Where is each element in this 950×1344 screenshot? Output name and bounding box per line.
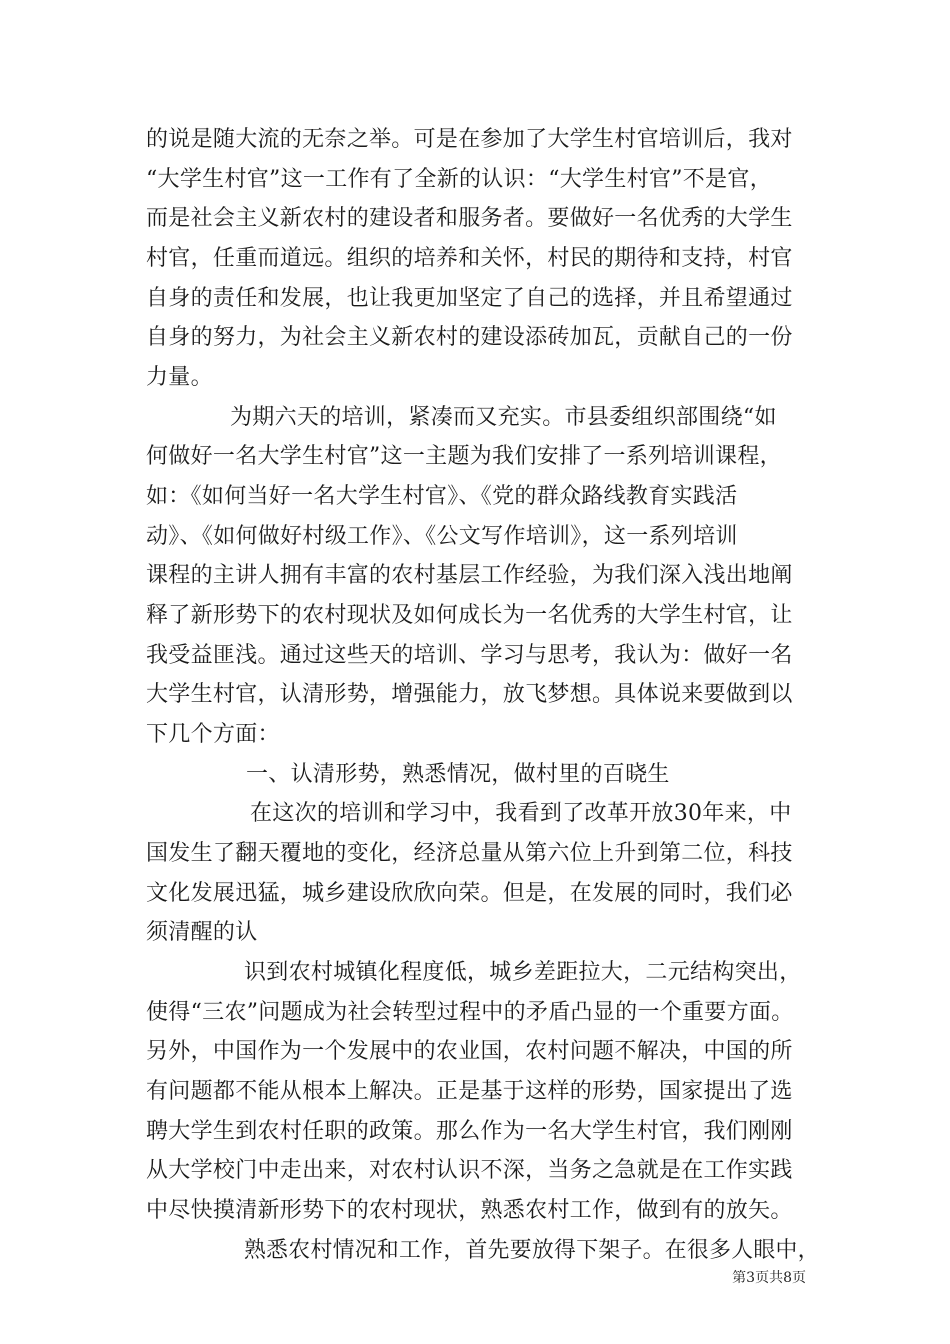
- body-text-line: 动》、《如何做好村级工作》、《公文写作培训》，这一系列培训: [146, 524, 738, 549]
- body-text-line: 我受益匪浅。通过这些天的培训、学习与思考，我认为：做好一名: [146, 643, 793, 668]
- body-text-line: 的说是随大流的无奈之举。可是在参加了大学生村官培训后，我对: [146, 127, 793, 152]
- body-text-line: 熟悉农村情况和工作，首先要放得下架子。在很多人眼中，: [244, 1238, 820, 1263]
- body-text-line: 在这次的培训和学习中，我看到了改革开放30年来，中: [250, 801, 792, 826]
- body-text-line: 文化发展迅猛，城乡建设欣欣向荣。但是，在发展的同时，我们必: [146, 881, 793, 906]
- body-text-line: 大学生村官，认清形势，增强能力，放飞梦想。具体说来要做到以: [146, 682, 793, 707]
- body-text-line: 中尽快摸清新形势下的农村现状，熟悉农村工作，做到有的放矢。: [146, 1198, 793, 1223]
- body-text-line: 另外，中国作为一个发展中的农业国，农村问题不解决，中国的所: [146, 1039, 793, 1064]
- body-text-line: 须清醒的认: [146, 920, 258, 945]
- body-text-line: 使得“三农”问题成为社会转型过程中的矛盾凸显的一个重要方面。: [146, 1000, 794, 1025]
- body-text-line: 自身的责任和发展，也让我更加坚定了自己的选择，并且希望通过: [146, 286, 793, 311]
- body-text-line: 课程的主讲人拥有丰富的农村基层工作经验，为我们深入浅出地阐: [146, 563, 793, 588]
- body-text-line: 自身的努力，为社会主义新农村的建设添砖加瓦，贡献自己的一份: [146, 325, 793, 350]
- body-text-line: 力量。: [146, 365, 213, 390]
- body-text-line: 为期六天的培训，紧凑而又充实。市县委组织部围绕“如: [230, 405, 777, 430]
- body-text-line: 如：《如何当好一名大学生村官》、《党的群众路线教育实践活: [146, 484, 738, 509]
- page-footer: 第3页共8页: [732, 1270, 806, 1286]
- body-text-line: 而是社会主义新农村的建设者和服务者。要做好一名优秀的大学生: [146, 206, 793, 231]
- body-text-line: 村官，任重而道远。组织的培养和关怀，村民的期待和支持，村官: [146, 246, 793, 271]
- body-text-line: 下几个方面：: [146, 722, 280, 747]
- body-text-line: 国发生了翻天覆地的变化，经济总量从第六位上升到第二位，科技: [146, 841, 793, 866]
- section-heading: 一、认清形势，熟悉情况，做村里的百晓生: [246, 762, 670, 787]
- body-text-line: 聘大学生到农村任职的政策。那么作为一名大学生村官，我们刚刚: [146, 1119, 793, 1144]
- body-text-line: “大学生村官”这一工作有了全新的认识：“大学生村官”不是官，: [146, 167, 772, 192]
- body-text-line: 从大学校门中走出来，对农村认识不深，当务之急就是在工作实践: [146, 1158, 793, 1183]
- body-text-line: 何做好一名大学生村官”这一主题为我们安排了一系列培训课程，: [146, 444, 782, 469]
- body-text-line: 有问题都不能从根本上解决。正是基于这样的形势，国家提出了选: [146, 1079, 793, 1104]
- body-text-line: 识到农村城镇化程度低，城乡差距拉大，二元结构突出，: [244, 960, 802, 985]
- body-text-line: 释了新形势下的农村现状及如何成长为一名优秀的大学生村官，让: [146, 603, 793, 628]
